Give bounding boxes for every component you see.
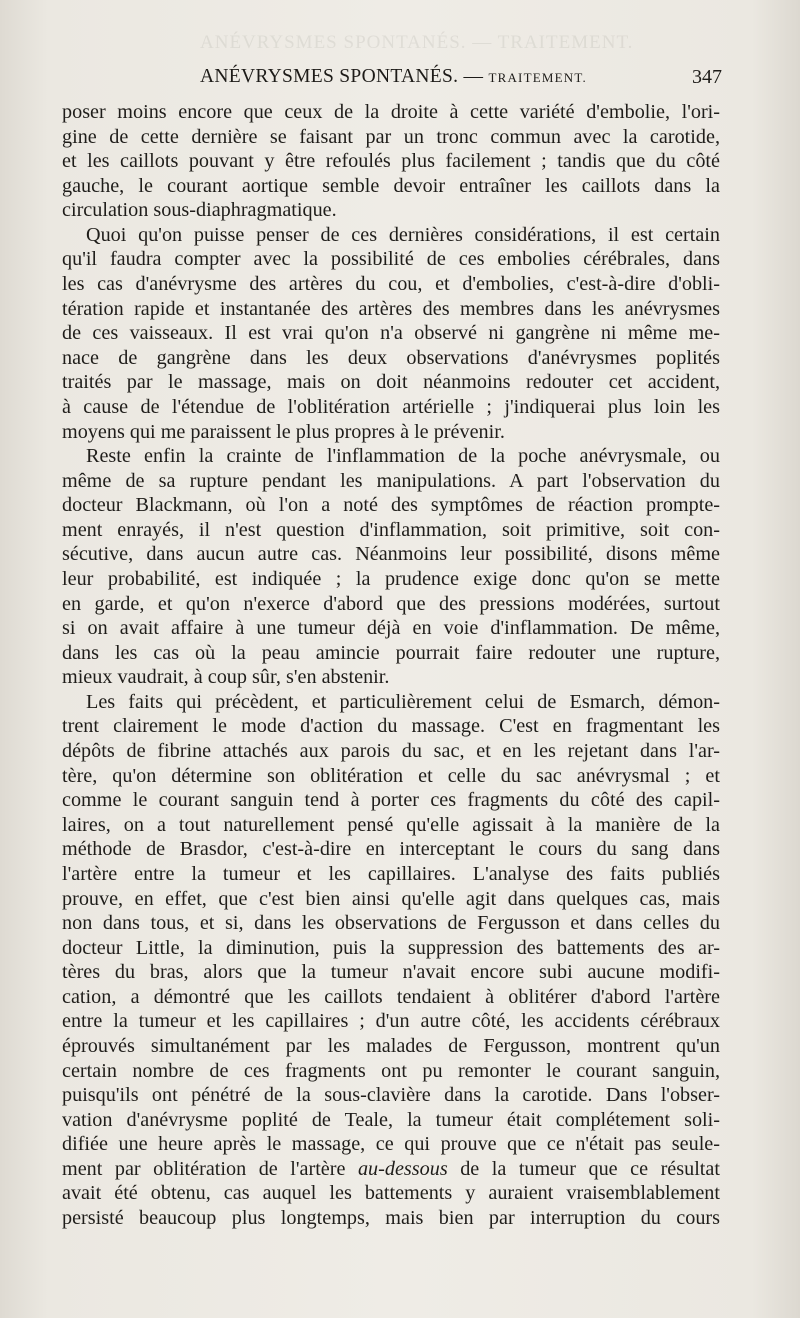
text-line: circulation sous-diaphragmatique. [62,199,337,222]
text-line: même de sa rupture pendant les manipulations. A part l'observation du [62,469,720,492]
text-line: vation d'anévrysme poplité de Teale, la tumeur était complétement soli- [62,1108,720,1131]
text-line: mieux vaudrait, à coup sûr, s'en abstenir. [62,666,390,689]
running-title-main: ANÉVRYSMES SPONTANÉS. — [200,66,489,87]
text-line: nace de gangrène dans les deux observations d'anévrysmes poplités [62,346,720,369]
text-line: leur probabilité, est indiquée ; la prudence exige donc qu'on se mette [62,567,720,590]
text-line: sécutive, dans aucun autre cas. Néanmoins leur possibilité, disons même [62,543,720,566]
text-line: prouve, en effet, que c'est bien ainsi qu'elle agit dans quelques cas, mais [62,887,720,910]
text-line: difiée une heure après le massage, ce qui prouve que ce n'était pas seule- [62,1133,720,1156]
text-line: non dans tous, et si, dans les observations de Fergusson et dans celles du [62,912,720,935]
text-line: et les caillots pouvant y être refoulés plus facilement ; tandis que du côté [62,150,720,173]
text-line: puisqu'ils ont pénétré de la sous-clavière dans la carotide. Dans l'obser- [62,1084,720,1107]
text-line: dépôts de fibrine attachés aux parois du sac, et en les rejetant dans l'ar- [62,740,720,763]
text-segment: de la tumeur que ce résultat [447,1157,720,1180]
text-line: en garde, et qu'on n'exerce d'abord que des pressions modérées, surtout [62,592,720,615]
text-line: Les faits qui précèdent, et particulièrement celui de Esmarch, démon- [86,690,720,713]
text-line: si on avait affaire à une tumeur déjà en voie d'inflammation. De même, [62,617,720,640]
text-line: tère, qu'on détermine son oblitération et celle du sac anévrysmal ; et [62,764,720,787]
text-line: persisté beaucoup plus longtemps, mais bien par interruption du cours [62,1207,720,1230]
page-number: 347 [692,66,722,88]
text-line: gine de cette dernière se faisant par un tronc commun avec la carotide, [62,125,720,148]
body-text [62,100,720,1231]
text-line: laires, on a tout naturellement pensé qu'elle agissait à la manière de la [62,813,720,836]
text-line: dans les cas où la peau amincie pourrait faire redouter une rupture, [62,641,720,664]
text-line: entre la tumeur et les capillaires ; d'un autre côté, les accidents cérébraux [62,1010,720,1033]
italic-term: au-dessous [357,1157,448,1180]
running-title-sub: TRAITEMENT. [488,70,587,85]
text-line: de ces vaisseaux. Il est vrai qu'on n'a observé ni gangrène ni même me- [62,322,720,345]
text-line: traités par le massage, mais on doit néanmoins redouter cet accident, [62,371,720,394]
text-segment: ment par oblitération de l'artère [62,1157,358,1180]
text-line: docteur Blackmann, où l'on a noté des symptômes de réaction prompte- [62,494,720,517]
text-line: l'artère entre la tumeur et les capillaires. L'analyse des faits publiés [62,862,720,885]
text-line: trent clairement le mode d'action du massage. C'est en fragmentant les [62,715,720,738]
text-line: avait été obtenu, cas auquel les battements y auraient vraisemblablement [62,1182,720,1205]
show-through-text: ANÉVRYSMES SPONTANÉS. — TRAITEMENT. [200,32,634,53]
text-line: cation, a démontré que les caillots tendaient à oblitérer d'abord l'artère [62,985,720,1008]
text-line: éprouvés simultanément par les malades de Fergusson, montrent qu'un [62,1034,720,1057]
text-line: les cas d'anévrysme des artères du cou, et d'embolies, c'est-à-dire d'obli- [62,273,720,296]
text-line: tération rapide et instantanée des artères des membres dans les anévrysmes [62,297,720,320]
text-line: méthode de Brasdor, c'est-à-dire en interceptant le cours du sang dans [62,838,720,861]
text-line: à cause de l'étendue de l'oblitération artérielle ; j'indiquerai plus loin les [62,395,720,418]
text-line: tères du bras, alors que la tumeur n'avait encore subi aucune modifi- [62,961,720,984]
text-line: certain nombre de ces fragments ont pu remonter le courant sanguin, [62,1059,720,1082]
text-line: moyens qui me paraissent le plus propres à le prévenir. [62,420,505,443]
text-line: qu'il faudra compter avec la possibilité de ces embolies cérébrales, dans [62,248,720,271]
text-line: docteur Little, la diminution, puis la suppression des battements des ar- [62,936,720,959]
text-line: poser moins encore que ceux de la droite à cette variété d'embolie, l'ori- [62,101,720,123]
text-line: Reste enfin la crainte de l'inflammation de la poche anévrysmale, ou [86,445,720,468]
text-line [62,1157,720,1182]
text-line: ment enrayés, il n'est question d'inflammation, soit primitive, soit con- [62,518,720,541]
running-title [200,66,587,88]
text-line: comme le courant sanguin tend à porter ces fragments du côté des capil- [62,789,720,812]
text-line: Quoi qu'on puisse penser de ces dernières considérations, il est certain [86,223,720,246]
page-header [60,66,722,96]
text-line: gauche, le courant aortique semble devoir entraîner les caillots dans la [62,174,720,197]
